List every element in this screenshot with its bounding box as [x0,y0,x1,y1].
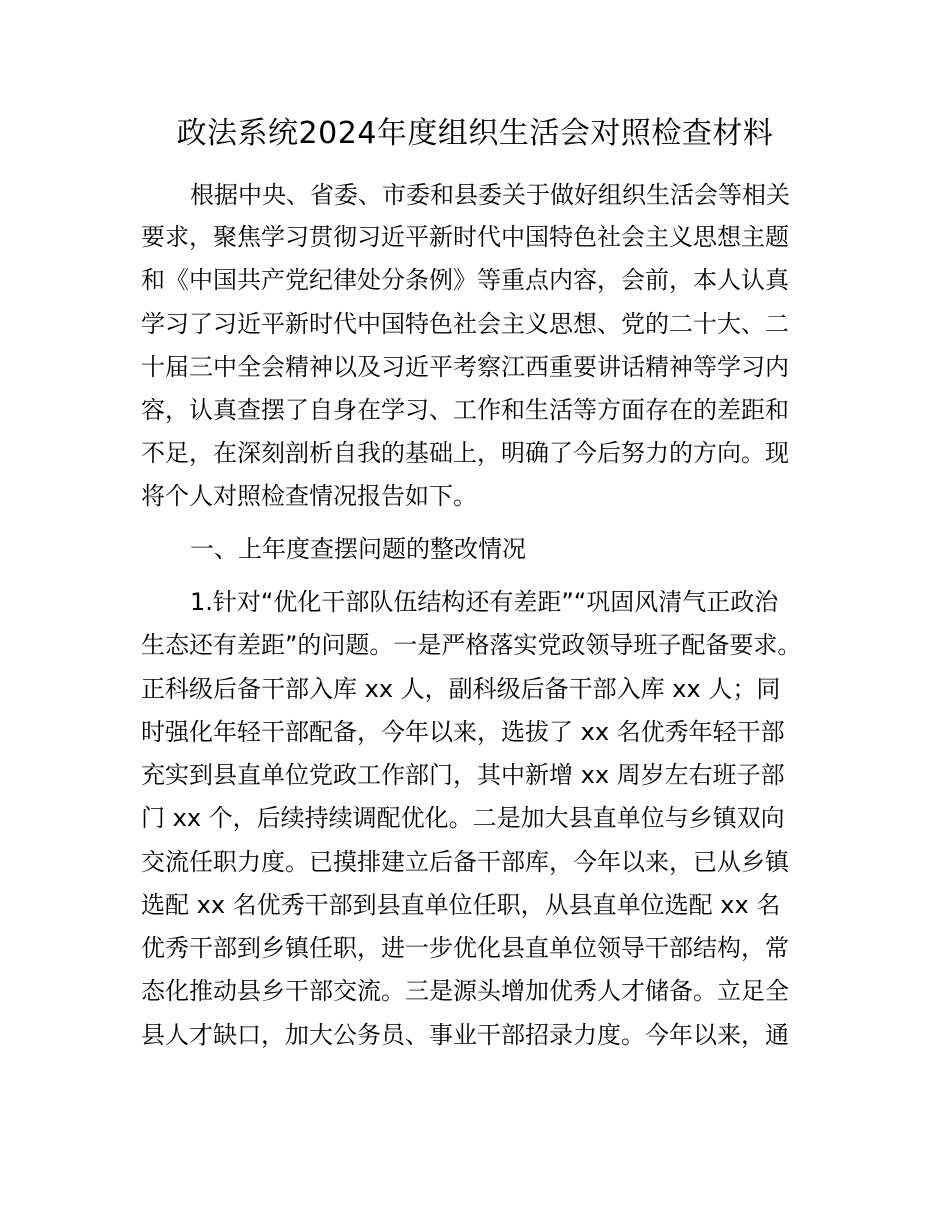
item-line: 县人才缺口，加大公务员、事业干部招录力度。今年以来，通 [141,1021,789,1049]
item-line: 时强化年轻干部配备，今年以来，选拔了 xx 名优秀年轻干部 [141,718,785,746]
item-line: 1.针对“优化干部队伍结构还有差距”“巩固风清气正政治 [190,588,779,616]
item-line: 交流任职力度。已摸排建立后备干部库，今年以来，已从乡镇 [141,848,789,876]
item-line: 优秀干部到乡镇任职，进一步优化县直单位领导干部结构，常 [141,934,789,962]
section-heading: 一、上年度查摆问题的整改情况 [190,535,526,563]
intro-line: 和《中国共产党纪律处分条例》等重点内容，会前，本人认真 [141,266,789,294]
intro-line: 学习了习近平新时代中国特色社会主义思想、党的二十大、二 [141,310,789,338]
intro-line: 将个人对照检查情况报告如下。 [141,482,477,510]
document-title: 政法系统2024年度组织生活会对照检查材料 [176,116,774,151]
item-line: 选配 xx 名优秀干部到县直单位任职，从县直单位选配 xx 名 [141,891,781,919]
intro-line: 十届三中全会精神以及习近平考察江西重要讲话精神等学习内 [141,353,789,381]
item-line: 门 xx 个，后续持续调配优化。二是加大县直单位与乡镇双向 [141,804,785,832]
intro-line: 根据中央、省委、市委和县委关于做好组织生活会等相关 [190,181,790,209]
intro-line: 容，认真查摆了自身在学习、工作和生活等方面存在的差距和 [141,396,789,424]
intro-line: 不足，在深刻剖析自我的基础上，明确了今后努力的方向。现 [141,439,789,467]
item-line: 充实到县直单位党政工作部门，其中新增 xx 周岁左右班子部 [141,761,785,789]
item-line: 正科级后备干部入库 xx 人，副科级后备干部入库 xx 人；同 [141,675,781,703]
intro-line: 要求，聚焦学习贯彻习近平新时代中国特色社会主义思想主题 [141,223,789,251]
item-line: 生态还有差距”的问题。一是严格落实党政领导班子配备要求。 [141,631,802,659]
item-line: 态化推动县乡干部交流。三是源头增加优秀人才储备。立足全 [141,977,789,1005]
